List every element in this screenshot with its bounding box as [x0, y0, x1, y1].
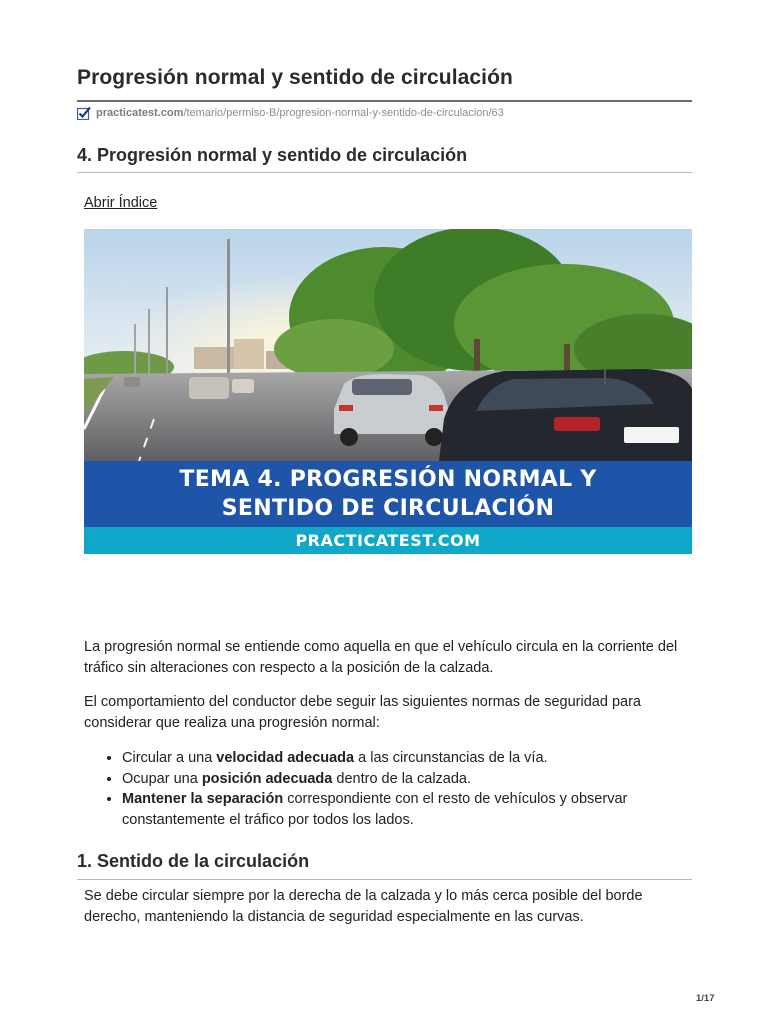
list-item: [122, 748, 694, 769]
list-item-text: correspondiente con el resto de vehículos y observar constantemente el tráfico por todos los lados.: [122, 791, 628, 828]
highway-traffic-illustration: [84, 229, 692, 461]
source-url[interactable]: [77, 106, 504, 120]
list-item-text: Circular a una: [122, 750, 217, 766]
section-heading: 4. Progresión normal y sentido de circulación: [77, 145, 468, 165]
list-item-text: a las circunstancias de la vía.: [354, 750, 548, 766]
hero-banner: [84, 461, 692, 527]
subsection-divider: [77, 879, 692, 880]
list-item: [122, 769, 694, 790]
paragraph-direction: Se debe circular siempre por la derecha de la calzada y lo más cerca posible del borde derecho, manteniendo la distancia de seguridad especialmente en las curvas.: [84, 888, 643, 925]
list-item-emphasis: velocidad adecuada: [216, 750, 355, 766]
list-item: [122, 789, 694, 830]
banner-title-line1: TEMA 4. PROGRESIÓN NORMAL Y: [179, 467, 597, 492]
source-domain[interactable]: practicatest.com: [96, 107, 184, 119]
title-divider: [77, 100, 692, 102]
source-path[interactable]: /temario/permiso-B/progresion-normal-y-sentido-de-circulacion/63: [183, 107, 504, 119]
subsection-heading: 1. Sentido de la circulación: [77, 851, 310, 871]
open-index-link[interactable]: Abrir Índice: [84, 195, 158, 211]
paragraph-rules: El comportamiento del conductor debe seguir las siguientes normas de seguridad para considerar que realiza una progresión normal:: [84, 694, 641, 731]
checkbox-checked-icon: [77, 106, 91, 120]
paragraph-intro: La progresión normal se entiende como aquella en que el vehículo circula en la corriente del tráfico sin alteraciones con respecto a la posición de la calzada.: [84, 639, 678, 676]
list-item-text: dentro de la calzada.: [332, 770, 472, 787]
hero-image: [84, 229, 692, 554]
list-item-emphasis: posición adecuada: [201, 770, 333, 787]
page-title: Progresión normal y sentido de circulación: [77, 66, 513, 89]
list-item-text: Ocupar una: [122, 770, 202, 787]
banner-title-line2: SENTIDO DE CIRCULACIÓN: [221, 496, 555, 521]
section-divider: [77, 172, 692, 173]
list-item-emphasis: Mantener la separación: [122, 791, 284, 807]
banner-site: PRACTICATEST.COM: [84, 527, 692, 554]
safety-rules-list: [84, 748, 694, 830]
page-number: 1/17: [696, 993, 715, 1004]
